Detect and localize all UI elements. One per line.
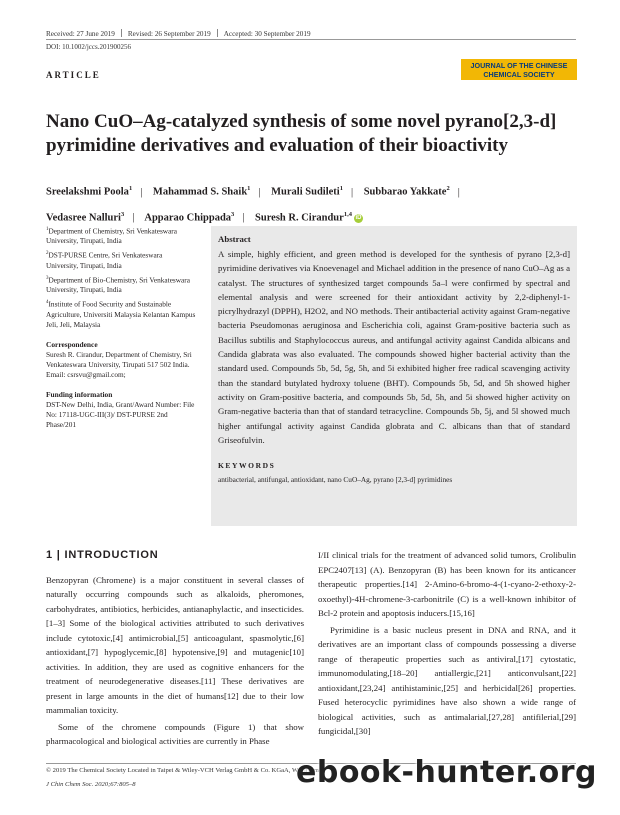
funding-text: DST-New Delhi, India, Grant/Award Number: File No: 17118-UGC-III(3)/ DST-PURSE 2nd Phase/201 — [46, 399, 195, 429]
funding-heading: Funding information — [46, 389, 113, 399]
author-affiliation-ref: 3 — [231, 210, 235, 218]
date-line — [46, 29, 311, 38]
keywords: antibacterial, antifungal, antioxidant, nano CuO–Ag, pyrano [2,3-d] pyrimidines — [218, 475, 453, 485]
title-line1: Nano CuO–Ag-catalyzed synthesis of some novel pyrano[2,3-d] — [46, 111, 557, 132]
author-name: Apparao Chippada — [144, 212, 232, 223]
author-name: Vedasree Nalluri — [46, 212, 121, 223]
doi[interactable]: DOI: 10.1002/jccs.201900256 — [46, 43, 131, 51]
correspondence-heading: Correspondence — [46, 339, 98, 349]
body-column-left — [46, 548, 304, 751]
paragraph: I/II clinical trials for the treatment of advanced solid tumors, Crolibulin EPC2407[13] (A). Benzopyran (B) has been known for its anticancer therapeutic properties.[14] 2-Amino-6-bromo-4-(1-cyano-2-ethoxy-2-oxoethyl)-4H-chromene-3-carbonitrile (C) is a well-known inhibitor of Bcl-2 protein and apoptosis inducers.[15,16] — [318, 550, 576, 618]
abstract-heading: Abstract — [218, 234, 251, 244]
received-date: Received: 27 June 2019 — [46, 30, 115, 38]
author-name: Murali Sudileti — [271, 186, 340, 198]
body-column-right — [318, 548, 576, 741]
affiliation: $^4$Institute of Food Security and Sustainable Agriculture, Universiti Malaysia Kelantan Kampus Jeli, Jeli, Malaysia — [46, 299, 196, 329]
orcid-icon[interactable]: iD — [355, 215, 362, 221]
correspondence-text: Suresh R. Cirandur, Department of Chemistry, Sri Venkateswara University, Tirupati 517 502 India. — [46, 349, 192, 369]
section-heading: 1 | INTRODUCTION — [46, 549, 159, 561]
author-affiliation-ref: 1 — [247, 185, 251, 192]
author-name: Mahammad S. Shaik — [152, 186, 248, 198]
paragraph: Benzopyran (Chromene) is a major constituent in several classes of naturally occurring compounds such as alkaloids, pheromones, carbohydrates, antibiotics, herbicides, antianaphylactic, and insecticides.[1–3] Some of the biological activities attributed to such derivatives include cytotoxic,[4] antimicrobial,[5] anticoagulant, spasmolytic,[6] antioxidant,[7] hypoglycemic,[8] hypotensive,[9] and mutagenic[10] activities. In addition, they are used as cognitive enhancers for the treatment of neurodegenerative diseases.[11] These derivatives are present in large amounts in the diet of humans[12] due to their low mammalian toxicity. — [46, 574, 304, 715]
accepted-date: Accepted: 30 September 2019 — [223, 30, 311, 38]
author-affiliation-ref: 1 — [128, 185, 133, 192]
sidebar-info — [46, 225, 196, 430]
journal-name-line1: JOURNAL OF THE CHINESE — [470, 61, 568, 70]
author-affiliation-ref: 1 — [339, 185, 343, 192]
affiliation: $^2$DST-PURSE Centre, Sri Venkateswara University, Tirupati, India — [46, 250, 163, 270]
article-type: ARTICLE — [46, 70, 101, 80]
header-divider — [46, 39, 576, 40]
keywords-heading: KEYWORDS — [218, 461, 276, 471]
author-affiliation-ref: 1,4 — [343, 210, 352, 218]
affiliation: $^1$Department of Chemistry, Sri Venkateswara University, Tirupati, India — [46, 226, 177, 246]
watermark: ebook-hunter.org — [296, 755, 597, 790]
author-name: Sreelakshmi Poola — [46, 186, 129, 198]
affiliation: $^3$Department of Bio-Chemistry, Sri Venkateswara University, Tirupati, India — [46, 275, 190, 295]
journal-logo — [461, 59, 577, 80]
copyright: © 2019 The Chemical Society Located in Taipei & Wiley-VCH Verlag GmbH & Co. KGaA, Weinheim — [46, 767, 319, 774]
abstract-body: A simple, highly efficient, and green method is developed for the synthesis of pyrano [2,3-d] pyrimidine derivatives via Knoevenagel and Michael addition in the presence of nano CuO–Ag as a catalyst. The structures of synthesized target compounds 5a–l were confirmed by spectral and elemental analysis and were screened for their antioxidant activity by 2,2-diphenyl-1-picrylhydrazyl (DPPH), H2O2, and NO methods. Their antibacterial activity against Gram-negative bacteria Pseudomonas aeruginosa and Escherichia coli, against Gram-positive bacteria such as Bacillus subtilis and Staphylococcus aureus, and antifungal activity against Candida albicans and Candida glabrata was also evaluated. The compounds showed higher bacterial activity than the standard used. Compounds 5b, 5d, 5g, 5h, and 5i exhibited higher free radical scavenging activity than the standard butylated hydroxy toluene (BHT). Compounds 5b, 5d, and 5h showed higher activity on Gram-positive bacteria, and compounds 5b, 5d, 5h, and 5i showed higher activity on Gram-negative bacteria than that of standard tetracycline. Compounds 5b, 5j, and 5l showed much higher antifungal activity against Candida globrata and C. albicans than that of standard Griseofulvin. — [218, 249, 570, 445]
abstract-box — [211, 226, 577, 526]
citation: J Chin Chem Soc. 2020;67:805–8 — [46, 781, 136, 788]
author-affiliation-ref: 3 — [120, 210, 125, 218]
paragraph: Pyrimidine is a basic nucleus present in DNA and RNA, and it derivatives are an important class of compounds possessing a diverse range of therapeutic properties such as antiviral,[17] cytostatic, immunomodulating,[18–20] antiallergic,[21] anticonvulsant,[22] antioxidant,[23,24] antihistaminic,[25] and herbicidal[26] properties. Fused heterocyclic pyrimidines have also shown a wide range of biological activities, such as antimalarial,[27,28] antifilerial,[29] fungicidal,[30] — [318, 624, 576, 736]
author-list: Sreelakshmi Poola$^1$ | Mahammad S. Shaik$^1$ | Murali Sudileti$^1$ | Subbarao Yakkate$^2$ | Vedasree Nalluri$^3$ | Apparao Chippada$^3$ | Suresh R. Cirandur$^{1,4}$iD — [46, 185, 460, 223]
journal-name-line2: CHEMICAL SOCIETY — [483, 70, 555, 79]
author-name: Subbarao Yakkate — [363, 186, 447, 198]
revised-date: Revised: 26 September 2019 — [127, 30, 211, 38]
author-name: Suresh R. Cirandur — [255, 212, 344, 223]
paper-title — [46, 110, 586, 158]
author-affiliation-ref: 2 — [446, 185, 450, 192]
title-line2: pyrimidine derivatives and evaluation of their bioactivity — [46, 135, 508, 156]
paragraph: Some of the chromene compounds (Figure 1) that show pharmacological and biological activities are currently in Phase — [46, 721, 304, 746]
correspondence-email[interactable]: Email: csrsvu@gmail.com; — [46, 369, 126, 379]
